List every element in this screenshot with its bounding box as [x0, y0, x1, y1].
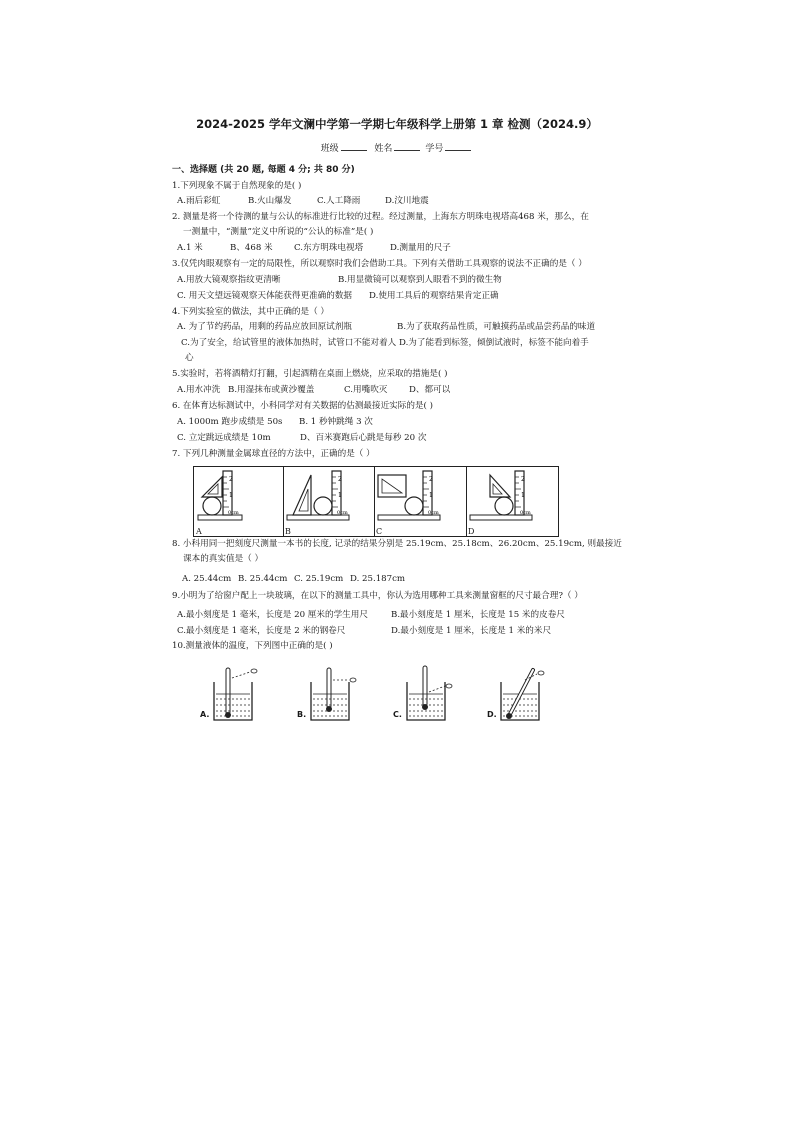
class-blank[interactable]	[341, 141, 367, 151]
q3-option-a[interactable]: A.用放大镜观察指纹更清晰	[177, 275, 281, 285]
q10-label-c: C.	[393, 710, 402, 719]
q4-option-b[interactable]: B.为了获取药品性质，可触摸药品或品尝药品的味道	[397, 322, 596, 332]
q7c-mark-0: 0cm	[428, 510, 439, 516]
name-label: 姓名	[374, 144, 393, 154]
q7a-mark-0: 0cm	[228, 510, 239, 516]
q4-options-cd[interactable]: C.为了安全，给试管里的液体加热时，试管口不能对着人 D.为了能看到标签，倾倒试液时，标签不能向着手	[181, 338, 589, 348]
q8-stem-line1: 8. 小科用同一把刻度尺测量一本书的长度, 记录的结果分别是 25.19cm、25.18cm、26.20cm、25.19cm, 则最接近	[172, 539, 622, 549]
student-info-line	[0, 141, 794, 154]
q7a-mark-2: 1	[229, 492, 233, 499]
section-heading: 一、选择题 (共 20 题, 每题 4 分; 共 80 分)	[172, 165, 355, 175]
q7-diagram-b	[283, 467, 374, 536]
q1-options	[177, 196, 429, 207]
q3-options-cd	[177, 291, 499, 302]
q2-option-d[interactable]: D.测量用的尺子	[390, 243, 451, 253]
q8-option-a[interactable]: A. 25.44cm	[182, 574, 232, 584]
q7c-mark-2: 1	[429, 492, 433, 499]
q10-beaker-a	[200, 664, 270, 724]
q5-stem: 5.实验时，若将酒精灯打翻，引起酒精在桌面上燃烧，应采取的措施是( )	[172, 369, 448, 379]
q6-option-c[interactable]: C. 立定跳远成绩是 10m	[177, 433, 271, 443]
q6-option-b[interactable]: B. 1 秒钟跳绳 3 次	[299, 417, 373, 427]
q7-diagram-d	[466, 467, 558, 536]
q9-option-d[interactable]: D.最小刻度是 1 厘米，长度是 1 米的米尺	[391, 626, 552, 636]
q10-beaker-d	[487, 664, 557, 724]
q8-option-b[interactable]: B. 25.44cm	[238, 574, 288, 584]
q5-option-d[interactable]: D、都可以	[409, 385, 451, 395]
q7d-mark-2: 1	[521, 492, 525, 499]
q7-label-b: B	[285, 527, 291, 536]
q10-label-d: D.	[487, 710, 497, 719]
q9-option-c[interactable]: C.最小刻度是 1 毫米，长度是 2 米的钢卷尺	[177, 626, 346, 636]
q10-figure-a[interactable]	[200, 664, 270, 724]
q2-option-c[interactable]: C.东方明珠电视塔	[294, 243, 364, 253]
q7-figure-d[interactable]	[466, 467, 558, 536]
q10-stem: 10.测量液体的温度，下列图中正确的是( )	[172, 641, 333, 651]
q8-options	[182, 574, 405, 585]
q5-option-b[interactable]: B.用湿抹布或黄沙覆盖	[228, 385, 315, 395]
q7-figure-b[interactable]	[283, 467, 375, 536]
q10-figure-d[interactable]	[487, 664, 557, 724]
q10-label-b: B.	[297, 710, 307, 719]
q5-option-c[interactable]: C.用嘴吹灭	[344, 385, 388, 395]
number-blank[interactable]	[445, 141, 471, 151]
class-label: 班级	[320, 144, 339, 154]
q8-option-c[interactable]: C. 25.19cm	[294, 574, 344, 584]
q1-option-d[interactable]: D.汶川地震	[385, 196, 429, 206]
q9-option-a[interactable]: A.最小刻度是 1 毫米，长度是 20 厘米的学生用尺	[177, 610, 368, 620]
number-label: 学号	[425, 144, 444, 154]
q2-stem-line2: 一测量中，“测量”定义中所说的“公认的标准”是( )	[183, 227, 374, 237]
q4-options-ab	[177, 322, 595, 333]
q6-option-d[interactable]: D、百米赛跑后心跳是每秒 20 次	[300, 433, 427, 443]
q2-options	[177, 243, 451, 254]
q4-option-a[interactable]: A. 为了节约药品，用剩的药品应放回原试剂瓶	[177, 322, 352, 332]
q2-option-a[interactable]: A.1 米	[177, 243, 203, 253]
q7-figure-c[interactable]	[374, 467, 467, 536]
q7-figure-row	[193, 466, 559, 537]
q10-label-a: A.	[200, 710, 210, 719]
q8-option-d[interactable]: D. 25.187cm	[350, 574, 406, 584]
q2-stem-line1: 2. 测量是将一个待测的量与公认的标准进行比较的过程。经过测量，上海东方明珠电视塔高468 米，那么，在	[172, 212, 589, 222]
q9-option-b[interactable]: B.最小刻度是 1 厘米，长度是 15 米的皮卷尺	[391, 610, 565, 620]
q7a-mark-1: 2	[229, 476, 233, 483]
q3-option-b[interactable]: B.用显微镜可以观察到人眼看不到的微生物	[338, 275, 502, 285]
q1-option-a[interactable]: A.雨后彩虹	[177, 196, 221, 206]
q7-stem: 7. 下列几种测量金属球直径的方法中，正确的是（ ）	[172, 449, 375, 459]
q1-option-b[interactable]: B.火山爆发	[248, 196, 292, 206]
q7b-mark-0: 0cm	[337, 510, 348, 516]
q3-option-c[interactable]: C. 用天文望远镜观察天体能获得更准确的数据	[177, 291, 353, 301]
q7-label-a: A	[196, 527, 202, 536]
q10-figure-b[interactable]	[297, 664, 367, 724]
q3-stem: 3.仅凭肉眼观察有一定的局限性，所以观察时我们会借助工具。下列有关借助工具观察的说法不正确的是（ ）	[172, 259, 587, 269]
q6-stem: 6. 在体育达标测试中，小科同学对有关数据的估测最接近实际的是( )	[172, 401, 433, 411]
q7-label-d: D	[468, 527, 475, 536]
q8-stem-line2: 课本的真实值是（ ）	[183, 554, 264, 564]
exam-title: 2024-2025 学年文澜中学第一学期七年级科学上册第 1 章 检测（2024.9）	[196, 117, 598, 131]
q5-option-a[interactable]: A.用水冲洗	[177, 385, 221, 395]
q7c-mark-1: 2	[429, 476, 433, 483]
q6-options-cd	[177, 433, 426, 444]
q5-options	[177, 385, 450, 396]
q7d-mark-1: 2	[521, 476, 525, 483]
q7-diagram-a	[194, 467, 283, 536]
q3-option-d[interactable]: D.使用工具后的观察结果肯定正确	[369, 291, 499, 301]
q4-stem: 4.下列实验室的做法，其中正确的是（ ）	[172, 307, 330, 317]
q4-continuation: 心	[185, 353, 194, 363]
q7b-mark-1: 2	[338, 476, 342, 483]
q9-options-ab	[177, 610, 565, 621]
q7-label-c: C	[376, 527, 383, 536]
q6-option-a[interactable]: A. 1000m 跑步成绩是 50s	[177, 417, 283, 427]
q10-beaker-c	[393, 664, 463, 724]
q2-option-b[interactable]: B、468 米	[230, 243, 273, 253]
q9-stem: 9.小明为了给窗户配上一块玻璃，在以下的测量工具中，你认为选用哪种工具来测量窗框的尺寸最合理?（ ）	[172, 591, 583, 601]
q7b-mark-2: 1	[338, 492, 342, 499]
name-blank[interactable]	[394, 141, 420, 151]
q10-beaker-b	[297, 664, 367, 724]
q10-figure-c[interactable]	[393, 664, 463, 724]
q6-options-ab	[177, 417, 373, 428]
q3-options-ab	[177, 275, 502, 286]
q7d-mark-0: 0cm	[520, 510, 531, 516]
q7-figure-a[interactable]	[194, 467, 284, 536]
q7-diagram-c	[374, 467, 466, 536]
q9-options-cd	[177, 626, 551, 637]
q1-option-c[interactable]: C.人工降雨	[317, 196, 361, 206]
q1-stem: 1.下列现象不属于自然现象的是( )	[172, 181, 302, 191]
